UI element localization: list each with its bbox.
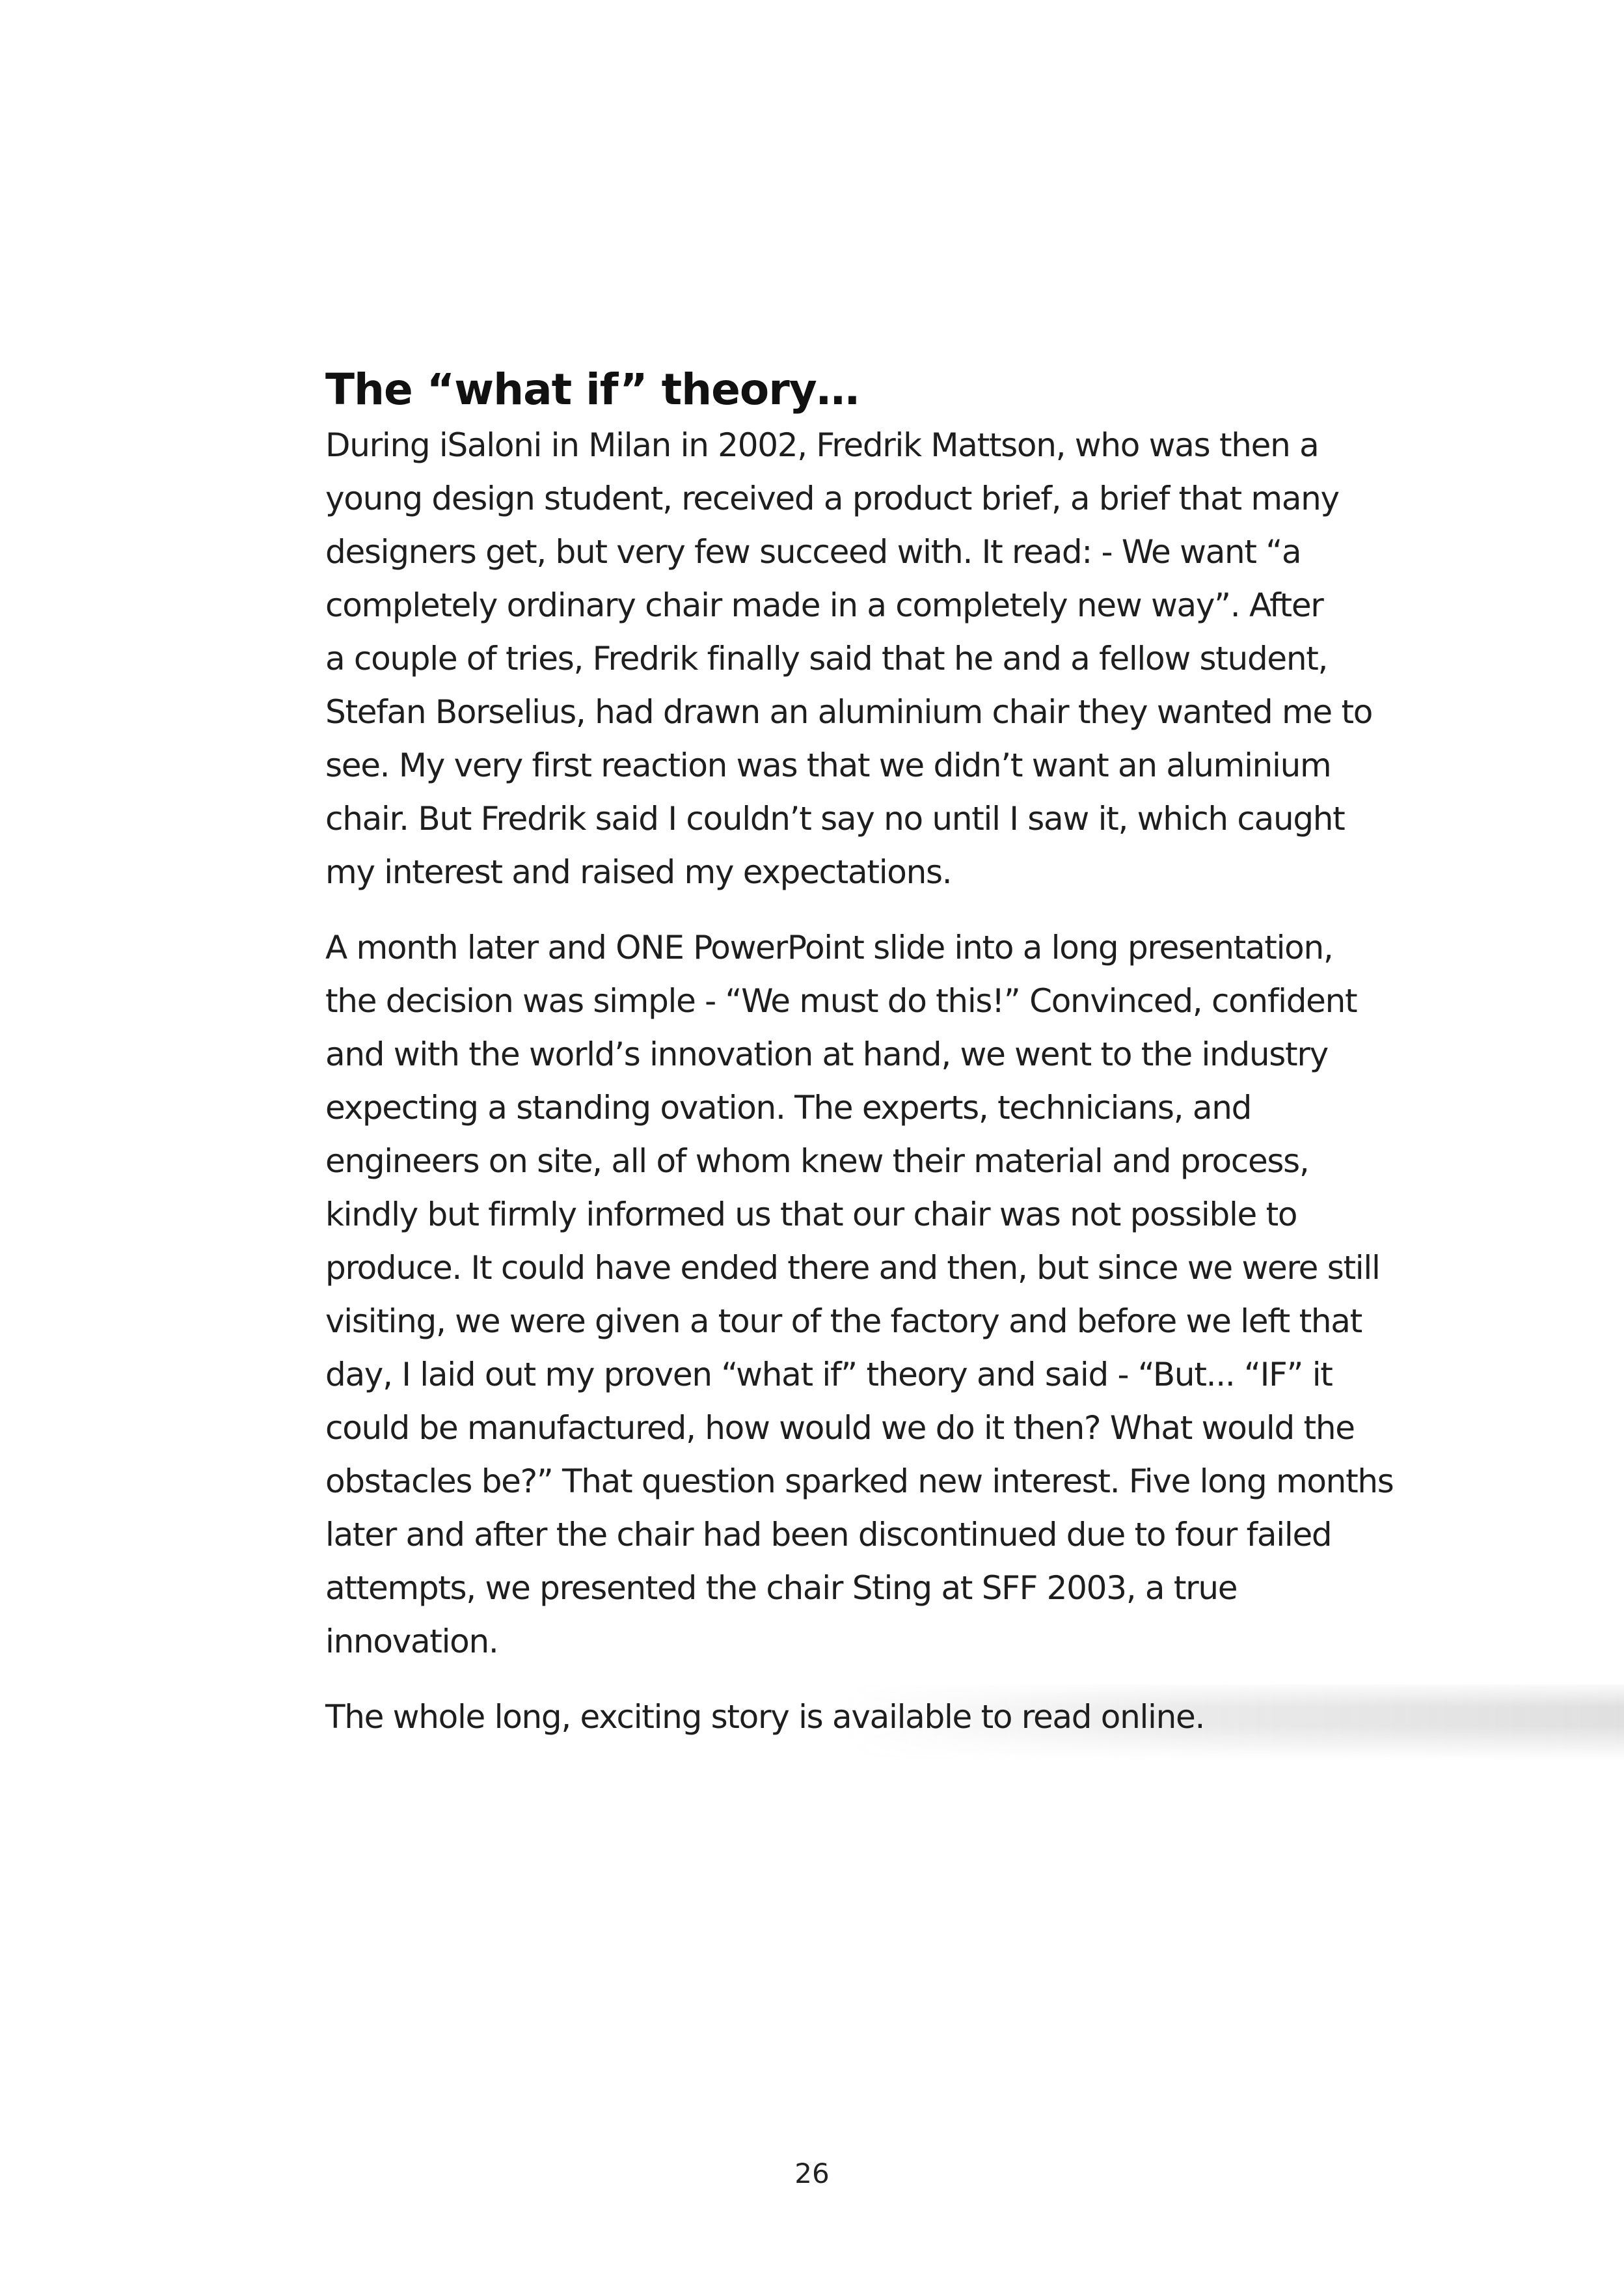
paragraph-closing: The whole long, exciting story is available to read online. xyxy=(325,1698,1205,1736)
paragraph-story: A month later and ONE PowerPoint slide into a long presentation, the decision was simple - “We must do this!” Convinced, confident and with the world’s innovation at hand, we went to the industry expecting a standing ovation. The experts, technicians, and engineers on site, all of whom knew their material and process, kindly but firmly informed us that our chair was not possible to produce. It could have ended there and then, but since we were still visiting, we were given a tour of the factory and before we left that day, I laid out my proven “what if” theory and said - “But... “IF” it could be manufactured, how would we do it then? What would the obstacles be?” That question sparked new interest. Five long months later and after the chair had been discontinued due to four failed attempts, we presented the chair Sting at SFF 2003, a true innovation. xyxy=(325,929,1394,1660)
page-number: 26 xyxy=(794,2158,830,2189)
section-heading: The “what if” theory… xyxy=(325,364,859,415)
article-body xyxy=(325,361,1405,1766)
paragraph-intro: During iSaloni in Milan in 2002, Fredrik Mattson, who was then a young design student, received a product brief, a brief that many designers get, but very few succeed with. It read: - We want “a completely ordinary chair made in a completely new way”. After a couple of tries, Fredrik finally said that he and a fellow student, Stefan Borselius, had drawn an aluminium chair they wanted me to see. My very first reaction was that we didn’t want an aluminium chair. But Fredrik said I couldn’t say no until I saw it, which caught my interest and raised my expectations. xyxy=(325,426,1373,891)
